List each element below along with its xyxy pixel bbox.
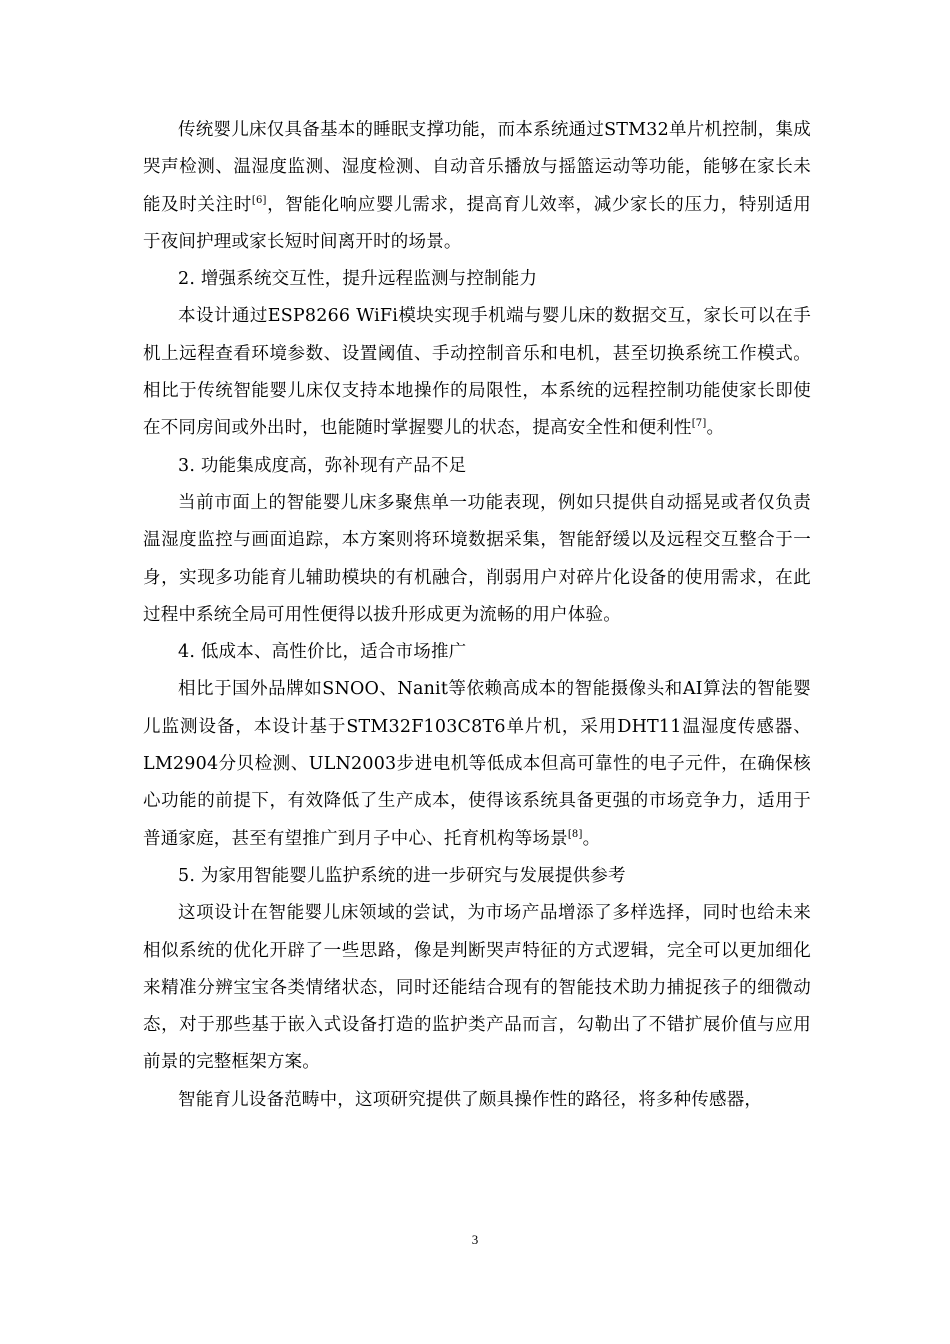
paragraph-text: ，智能化响应婴儿需求，提高育儿效率，减少家长的压力，特别适用于夜间护理或家长短时间离开时的场景。 [143,194,811,252]
citation-8: [8] [567,828,583,840]
section-heading-2 [143,261,811,298]
paragraph-3 [143,298,811,447]
paragraph-text: 相比于国外品牌如SNOO、Nanit等依赖高成本的智能摄像头和AI算法的智能婴儿监测设备，本设计基于STM32F103C8T6单片机，采用DHT11温湿度传感器、LM2904分贝检测、ULN2003步进电机等低成本但高可靠性的电子元件，在确保核心功能的前提下，有效降低了生产成本，使得该系统具备更强的市场竞争力，适用于普通家庭，甚至有望推广到月子中心、托育机构等场景 [143,679,811,849]
section-heading-4 [143,634,811,671]
paragraph-text: 传统婴儿床仅具备基本的睡眠支撑功能，而本系统通过STM32单片机控制，集成哭声检测、温湿度监测、湿度检测、自动音乐播放与摇篮运动等功能，能够在家长未能及时关注时 [143,120,811,215]
heading-text: 2. 增强系统交互性，提升远程监测与控制能力 [178,269,538,290]
paragraph-text: 智能育儿设备范畴中，这项研究提供了颇具操作性的路径，将多种传感器， [178,1089,763,1110]
heading-text: 3. 功能集成度高，弥补现有产品不足 [178,455,467,476]
page-number: 3 [471,1232,479,1247]
paragraph-1 [143,112,811,261]
citation-6: [6] [251,194,267,206]
paragraph-text: 。 [706,418,725,439]
paragraph-7 [143,671,811,857]
paragraph-text: 这项设计在智能婴儿床领域的尝试，为市场产品增添了多样选择，同时也给未来相似系统的优化开辟了一些思路，像是判断哭声特征的方式逻辑，完全可以更加细化来精准分辨宝宝各类情绪状态，同时还能结合现有的智能技术助力捕捉孩子的细微动态，对于那些基于嵌入式设备打造的监护类产品而言，勾勒出了不错扩展价值与应用前景的完整框架方案。 [143,903,811,1073]
paragraph-text: 。 [582,828,601,849]
paragraph-9 [143,895,811,1081]
paragraph-text: 当前市面上的智能婴儿床多聚焦单一功能表现，例如只提供自动摇晃或者仅负责温湿度监控与画面追踪，本方案则将环境数据采集，智能舒缓以及远程交互整合于一身，实现多功能育儿辅助模块的有机融合，削弱用户对碎片化设备的使用需求，在此过程中系统全局可用性便得以拔升形成更为流畅的用户体验。 [143,492,811,625]
heading-text: 4. 低成本、高性价比，适合市场推广 [178,642,467,663]
citation-7: [7] [691,418,707,430]
section-heading-5 [143,858,811,895]
paragraph-10 [143,1082,811,1119]
section-heading-3 [143,448,811,485]
paragraph-5 [143,485,811,634]
paragraph-text: 本设计通过ESP8266 WiFi模块实现手机端与婴儿床的数据交互，家长可以在手机上远程查看环境参数、设置阈值、手动控制音乐和电机，甚至切换系统工作模式。相比于传统智能婴儿床仅支持本地操作的局限性，本系统的远程控制功能使家长即使在不同房间或外出时，也能随时掌握婴儿的状态，提高安全性和便利性 [143,306,811,439]
page-body [143,112,811,1119]
heading-text: 5. 为家用智能婴儿监护系统的进一步研究与发展提供参考 [178,865,626,886]
